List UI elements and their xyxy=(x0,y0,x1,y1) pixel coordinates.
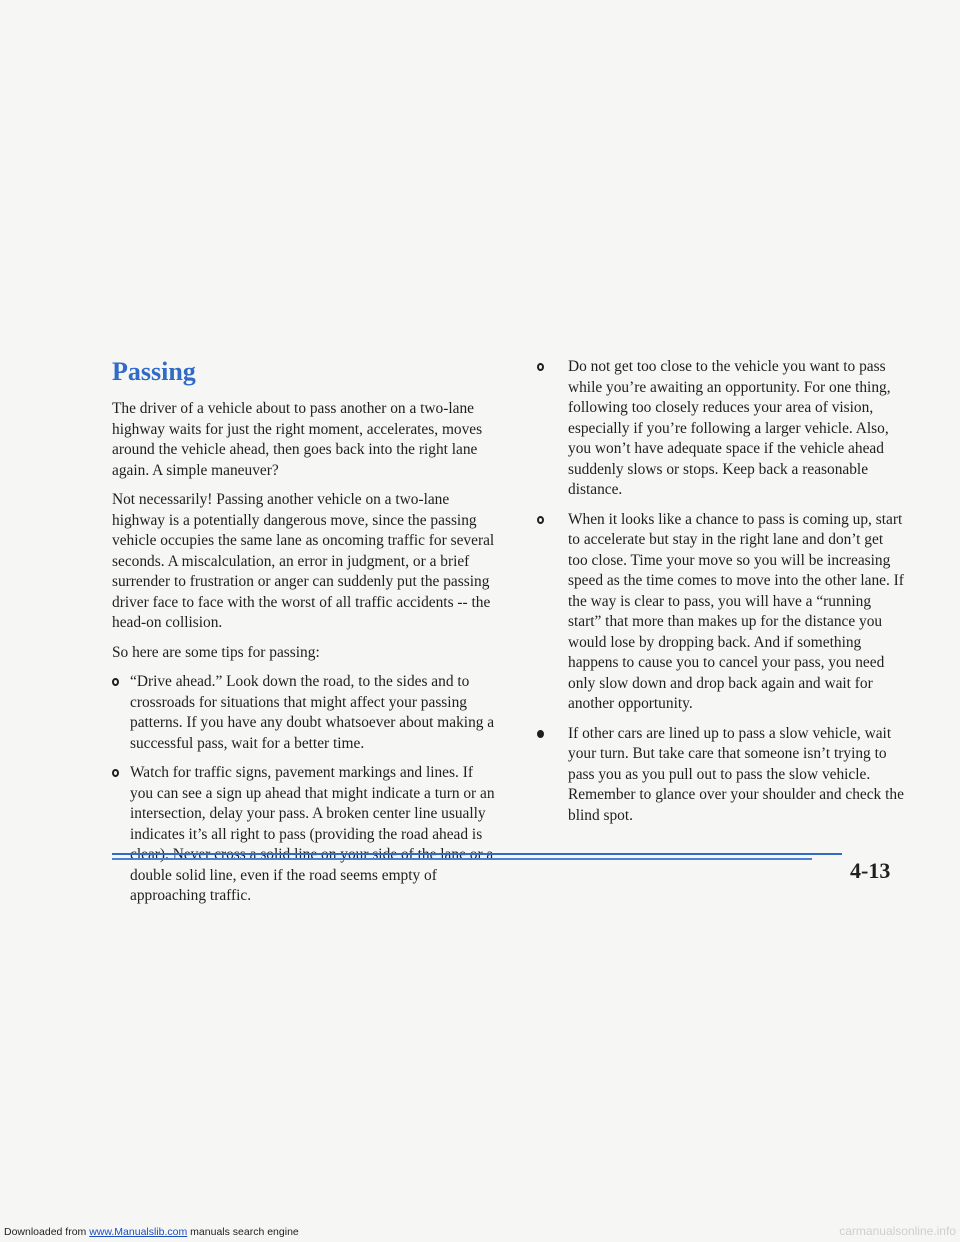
bullet-icon xyxy=(537,730,544,738)
left-column xyxy=(112,357,497,916)
bullet-icon xyxy=(112,678,119,686)
bullet-icon xyxy=(537,516,544,524)
bullet-text: “Drive ahead.” Look down the road, to the sides and to crossroads for situations that might affect your passing patterns. If you have any doubt whatsoever about making a successful pass, wait for a better time. xyxy=(130,673,495,752)
manualslib-link[interactable]: www.Manualslib.com xyxy=(89,1226,188,1238)
footer-rule-secondary xyxy=(112,858,812,860)
right-bullet-list xyxy=(534,357,906,826)
footer-rule xyxy=(112,853,842,855)
tips-intro: So here are some tips for passing: xyxy=(112,643,320,661)
list-item xyxy=(534,510,906,715)
download-note-prefix: Downloaded from xyxy=(4,1226,90,1238)
bullet-text: If other cars are lined up to pass a slow vehicle, wait your turn. But take care that someone isn’t trying to pass you as you pull out to pass the slow vehicle. Remember to glance over your shoulder and check the blind spot. xyxy=(568,724,904,824)
list-item xyxy=(112,672,497,754)
bullet-text: When it looks like a chance to pass is coming up, start to accelerate but stay in the right lane and don’t get too close. Time your move so you will be increasing speed as the time comes to move into the other lane. If the way is clear to pass, you will have a “running start” that more than makes up for the distance you would lose by dropping back. And if something happens to cause you to cancel your pass, you need only slow down and drop back again and wait for another opportunity. xyxy=(568,510,904,712)
list-item xyxy=(534,724,906,827)
page-number: 4-13 xyxy=(850,858,891,883)
bullet-text: Do not get too close to the vehicle you want to pass while you’re awaiting an opportunity. For one thing, following too closely reduces your area of vision, especially if you’re following a larger vehicle. Also, you won’t have adequate space if the vehicle ahead suddenly slows or stops. Keep back a reasonable distance. xyxy=(568,358,891,498)
bullet-text: Watch for traffic signs, pavement markings and lines. If you can see a sign up ahead that might indicate a turn or an intersection, delay your pass. A broken center line usually indicates it’s all right to pass (providing the road ahead is double solid line, even if the road seems empty of approaching traffic. xyxy=(130,764,495,904)
list-item xyxy=(534,357,906,501)
left-bullet-list xyxy=(112,672,497,907)
bullet-icon xyxy=(112,769,119,777)
download-note xyxy=(4,1226,299,1238)
source-watermark: carmanualsonline.info xyxy=(839,1224,956,1238)
section-heading: Passing xyxy=(112,357,196,386)
bullet-icon xyxy=(537,363,544,371)
right-column xyxy=(534,357,906,835)
warning-paragraph: Not necessarily! Passing another vehicle on a two-lane highway is a potentially dangerous move, since the passing vehicle occupies the same lane as oncoming traffic for several seconds. A miscalculation, an error in judgment, or a brief surrender to frustration or anger can suddenly put the passing driver face to face with the worst of all traffic accidents -- the head-on collision. xyxy=(112,491,495,631)
download-note-suffix: manuals search engine xyxy=(187,1226,299,1238)
intro-paragraph: The driver of a vehicle about to pass another on a two-lane highway waits for just the right moment, accelerates, moves around the vehicle ahead, then goes back into the right lane again. A simple maneuver? xyxy=(112,400,483,479)
list-item xyxy=(112,763,497,907)
